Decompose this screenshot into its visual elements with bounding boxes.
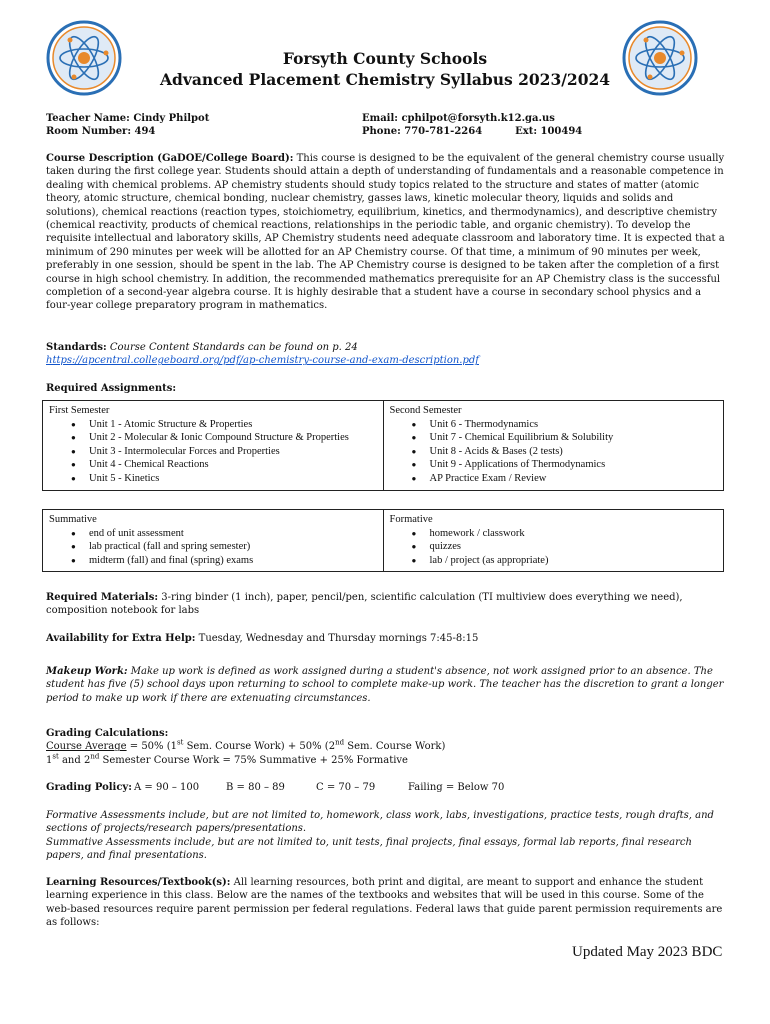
calc-text: and 2 — [58, 754, 91, 766]
list-item: ● Unit 7 - Chemical Equilibrium & Solubility — [430, 431, 718, 445]
required-assignments-label: Required Assignments: — [46, 383, 177, 394]
title-line-1: Forsyth County Schools — [282, 49, 488, 68]
second-semester-cell — [383, 401, 724, 491]
assessment-types-table — [42, 509, 724, 572]
units-table — [42, 400, 724, 491]
list-item: ● end of unit assessment — [89, 527, 377, 541]
grade-c: C = 70 – 79 — [316, 782, 376, 793]
summative-list — [49, 527, 377, 568]
grading-calculations — [46, 727, 726, 767]
calc-text: = 50% (1 — [126, 741, 177, 753]
list-item: ● midterm (fall) and final (spring) exams — [89, 554, 377, 568]
grade-b: B = 80 – 89 — [226, 782, 285, 793]
grade-a: A = 90 – 100 — [134, 782, 200, 793]
standards-label: Standards: — [46, 342, 107, 353]
standards-section — [46, 341, 726, 368]
resources-text: All learning resources, both print and digital, are meant to support and enhance the student learning experience in this class. Below are the names of the textbooks and websites that will be used in this course. Some of the web-based resources require parent permission per federal regulations. Federal laws that guide parent permission requirements are as follows: — [46, 877, 723, 929]
semester-work-line — [46, 754, 726, 767]
room-number: Room Number: 494 — [46, 126, 156, 138]
teacher-ext: Ext: 100494 — [515, 126, 583, 138]
assessments-note — [46, 809, 726, 863]
teacher-email: Email: cphilpot@forsyth.k12.ga.us — [362, 113, 555, 124]
updated-note: Updated May 2023 BDC — [572, 944, 723, 960]
learning-resources — [46, 876, 726, 930]
sup-text: st — [176, 739, 184, 748]
materials-label: Required Materials: — [46, 592, 159, 603]
extra-help-text: Tuesday, Wednesday and Thursday mornings 7:45-8:15 — [195, 633, 479, 644]
list-item: ● Unit 3 - Intermolecular Forces and Properties — [89, 445, 377, 459]
list-item: ● Unit 9 - Applications of Thermodynamics — [430, 458, 718, 472]
standards-link[interactable]: https://apcentral.collegeboard.org/pdf/ap-chemistry-course-and-exam-description.pdf — [46, 355, 479, 367]
formative-list — [390, 527, 718, 568]
first-semester-list — [49, 418, 377, 486]
sup-text: nd — [335, 739, 345, 748]
contact-info — [362, 112, 582, 139]
teacher-phone: Phone: 770-781-2264 — [362, 126, 483, 138]
calc-text: Sem. Course Work) + 50% (2 — [183, 741, 336, 753]
list-item: ● homework / classwork — [430, 527, 718, 541]
list-item: ● Unit 2 - Molecular & Ionic Compound Structure & Properties — [89, 431, 377, 445]
course-description-label: Course Description (GaDOE/College Board): — [46, 153, 294, 164]
course-description — [46, 152, 726, 313]
second-semester-list — [390, 418, 718, 486]
extra-help — [46, 632, 726, 645]
summative-heading: Summative — [49, 514, 97, 525]
list-item: ● Unit 4 - Chemical Reactions — [89, 458, 377, 472]
calc-text: Sem. Course Work) — [344, 741, 446, 753]
teacher-name: Teacher Name: Cindy Philpot — [46, 113, 210, 124]
standards-text: Course Content Standards can be found on p. 24 — [106, 342, 358, 353]
title-line-2: Advanced Placement Chemistry Syllabus 2023/2024 — [159, 70, 611, 89]
formative-heading: Formative — [389, 514, 433, 525]
list-item: ● AP Practice Exam / Review — [430, 472, 718, 486]
first-semester-heading: First Semester — [49, 405, 110, 416]
course-description-text: This course is designed to be the equivalent of the general chemistry course usually taken during the first college year. Students should attain a depth of understanding of fundamentals and a reasonable competence in dealing with chemical problems. AP chemistry students should study topics related to the structure and states of matter (atomic theory, atomic structure, chemical bonding, nuclear chemistry, gasses laws, kinetic molecular theory, liquids and solids and solutions), chemical reactions (reaction types, stoichiometry, equilibrium, kinetics, and thermodynamics), and descriptive chemistry (chemical reactivity, products of chemical reactions, relationships in the periodic table, and organic chemistry). To develop the requisite intellectual and laboratory skills, AP Chemistry students need adequate classroom and laboratory time. It is expected that a minimum of 290 minutes per week will be allotted for an AP Chemistry course. Of that time, a minimum of 90 minutes per week, preferably in one session, should be spent in the lab. The AP Chemistry course is designed to be taken after the completion of a first course in high school chemistry. In addition, the recommended mathematics prerequisite for an AP Chemistry class is the successful completion of a second-year algebra course. It is highly desirable that a student have a course in secondary school physics and a four-year college preparatory program in mathematics. — [46, 153, 725, 312]
list-item: ● quizzes — [430, 540, 718, 554]
resources-label: Learning Resources/Textbook(s): — [46, 877, 231, 888]
list-item: ● Unit 5 - Kinetics — [89, 472, 377, 486]
course-average-label: Course Average — [46, 741, 127, 753]
summative-note: Summative Assessments include, but are not limited to, unit tests, final projects, final essays, formal lab reports, final research papers, and final presentations. — [46, 836, 692, 862]
formative-cell — [383, 510, 724, 572]
teacher-info — [46, 112, 209, 139]
course-average-line — [46, 740, 726, 753]
calc-text: Semester Course Work = 75% Summative + 25% Formative — [99, 754, 408, 766]
makeup-label: Makeup Work: — [46, 666, 128, 677]
calc-text: 1 — [46, 754, 53, 766]
grading-policy-label: Grading Policy: — [46, 782, 132, 793]
sup-text: st — [52, 752, 59, 761]
formative-note: Formative Assessments include, but are not limited to, homework, class work, labs, investigations, practice tests, rough drafts, and sections of projects/research papers/presentations. — [46, 810, 714, 835]
grade-failing: Failing = Below 70 — [408, 782, 505, 793]
list-item: ● Unit 1 - Atomic Structure & Properties — [89, 418, 377, 432]
sup-text: nd — [90, 752, 100, 761]
materials-text: 3-ring binder (1 inch), paper, pencil/pen, scientific calculation (TI multiview does everything we need), composition notebook for labs — [46, 592, 683, 617]
summative-cell — [43, 510, 384, 572]
first-semester-cell — [43, 401, 384, 491]
makeup-work — [46, 665, 726, 705]
extra-help-label: Availability for Extra Help: — [46, 633, 196, 644]
list-item: ● lab practical (fall and spring semester) — [89, 540, 377, 554]
list-item: ● lab / project (as appropriate) — [430, 554, 718, 568]
list-item: ● Unit 8 - Acids & Bases (2 tests) — [430, 445, 718, 459]
second-semester-heading: Second Semester — [389, 405, 462, 416]
list-item: ● Unit 6 - Thermodynamics — [430, 418, 718, 432]
page-title — [0, 48, 770, 90]
phone-line — [362, 125, 582, 138]
grading-calc-label: Grading Calculations: — [46, 728, 169, 739]
grading-policy — [46, 781, 726, 794]
required-materials — [46, 591, 726, 618]
makeup-text: Make up work is defined as work assigned during a student's absence, not work assigned prior to an absence. The student has five (5) school days upon returning to school to complete make-up work. The teacher has the discretion to grant a longer period to make up work if there are extenuating circumstances. — [46, 666, 724, 704]
